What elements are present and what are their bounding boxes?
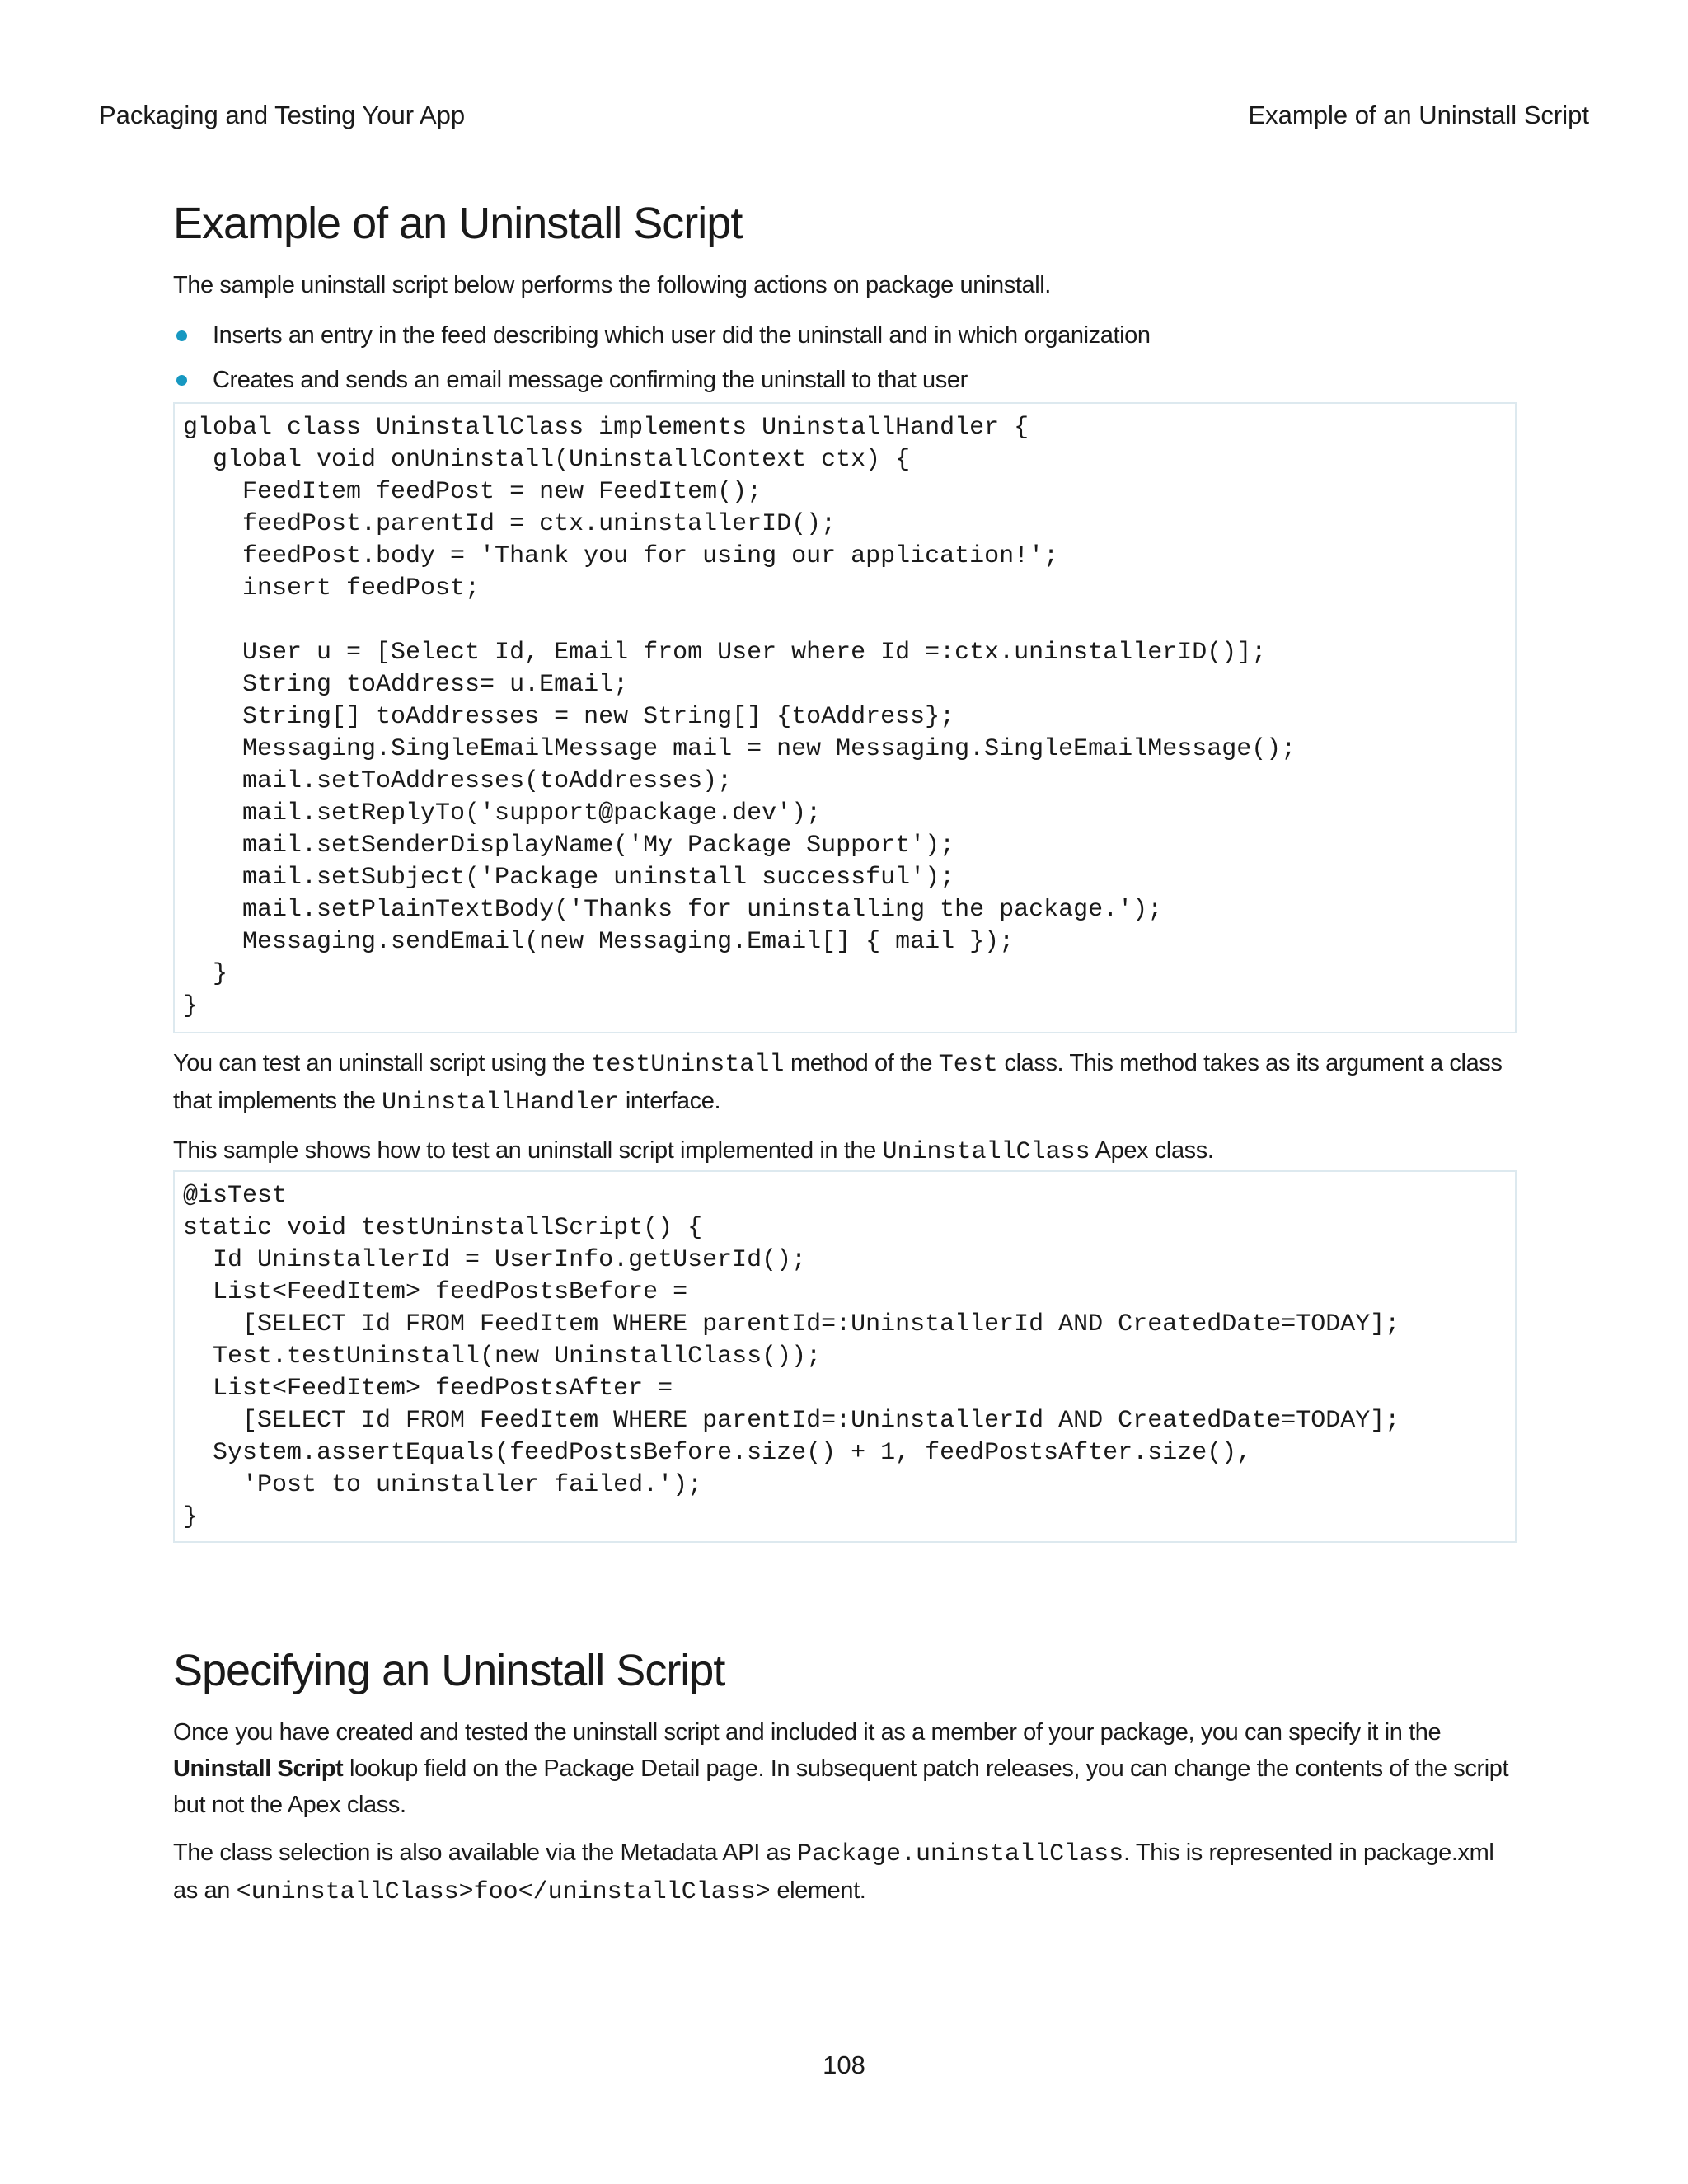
test-code-block: @isTest static void testUninstallScript() { Id UninstallerId = UserInfo.getUserId(); List<FeedItem> feedPostsBefore = [SELECT Id FROM FeedItem WHERE parentId=:UninstallerId AND CreatedDate=TODAY]; Test.testUninstall(new UninstallClass()); List<FeedItem> feedPostsAfter = [SELECT Id FROM FeedItem WHERE parentId=:UninstallerId AND CreatedDate=TODAY]; System.assertEquals(feedPostsBefore.size() + 1, feedPostsAfter.size(), 'Post to uninstaller failed.'); } — [173, 1170, 1517, 1543]
section-heading-example: Example of an Uninstall Script — [173, 199, 743, 248]
bullet-icon — [176, 330, 187, 341]
header-section-title: Example of an Uninstall Script — [1248, 101, 1589, 129]
list-item — [173, 313, 1515, 358]
inline-code-uninstallhandler: UninstallHandler — [382, 1089, 620, 1117]
page-number: 108 — [823, 2050, 865, 2079]
header-chapter-title: Packaging and Testing Your App — [99, 101, 466, 129]
inline-code-testuninstall: testUninstall — [591, 1051, 785, 1079]
list-item-text: Inserts an entry in the feed describing which user did the uninstall and in which organization — [213, 322, 1151, 349]
intro-paragraph: The sample uninstall script below performs the following actions on package uninstall. — [173, 272, 1051, 298]
text-span: lookup field on the Package Detail page. In subsequent patch releases, you can change the contents of the script but not the Apex class. — [173, 1755, 1509, 1818]
test-description-paragraph — [173, 1045, 1515, 1121]
text-span: This sample shows how to test an uninstall script implemented in the — [173, 1137, 883, 1164]
text-span: The class selection is also available via the Metadata API as — [173, 1840, 798, 1866]
inline-code-package-uninstallclass: Package.uninstallClass — [797, 1840, 1124, 1868]
text-span: . This is represented in package.xml as an — [173, 1840, 1494, 1904]
text-span: class. This method takes as its argument a class that implements the — [173, 1050, 1503, 1114]
inline-code-uninstallclass: UninstallClass — [882, 1138, 1090, 1166]
sample-description-paragraph — [173, 1132, 1515, 1170]
inline-code-uninstallclass-element: <uninstallClass>foo</uninstallClass> — [236, 1878, 771, 1906]
text-span: interface. — [619, 1088, 721, 1114]
text-span: Apex class. — [1090, 1137, 1214, 1164]
text-span: element. — [770, 1877, 866, 1904]
inline-code-test: Test — [938, 1051, 998, 1079]
text-span: Once you have created and tested the uninstall script and included it as a member of your package, you can specify it in the — [173, 1719, 1442, 1746]
action-list — [173, 313, 1515, 402]
specify-paragraph — [173, 1714, 1515, 1823]
list-item-text: Creates and sends an email message confirming the uninstall to that user — [213, 367, 968, 393]
section-heading-specifying: Specifying an Uninstall Script — [173, 1646, 725, 1695]
metadata-paragraph — [173, 1835, 1515, 1910]
uninstall-script-code-block: global class UninstallClass implements UninstallHandler { global void onUninstall(UninstallContext ctx) { FeedItem feedPost = new FeedItem(); feedPost.parentId = ctx.uninstallerID(); feedPost.body = 'Thank you for using our application!'; insert feedPost; User u = [Select Id, Email from User where Id =:ctx.uninstallerID()]; String toAddress= u.Email; String[] toAddresses = new String[] {toAddress}; Messaging.SingleEmailMessage mail = new Messaging.SingleEmailMessage(); mail.setToAddresses(toAddresses); mail.setReplyTo('support@package.dev'); mail.setSenderDisplayName('My Package Support'); mail.setSubject('Package uninstall successful'); mail.setPlainTextBody('Thanks for uninstalling the package.'); Messaging.sendEmail(new Messaging.Email[] { mail }); } } — [173, 402, 1517, 1033]
running-header — [99, 97, 1589, 134]
text-span: method of the — [784, 1050, 939, 1076]
bullet-icon — [176, 375, 187, 386]
page-content — [173, 188, 1515, 1910]
text-span: You can test an uninstall script using the — [173, 1050, 592, 1076]
ui-label-uninstall-script: Uninstall Script — [173, 1755, 344, 1782]
list-item — [173, 358, 1515, 402]
